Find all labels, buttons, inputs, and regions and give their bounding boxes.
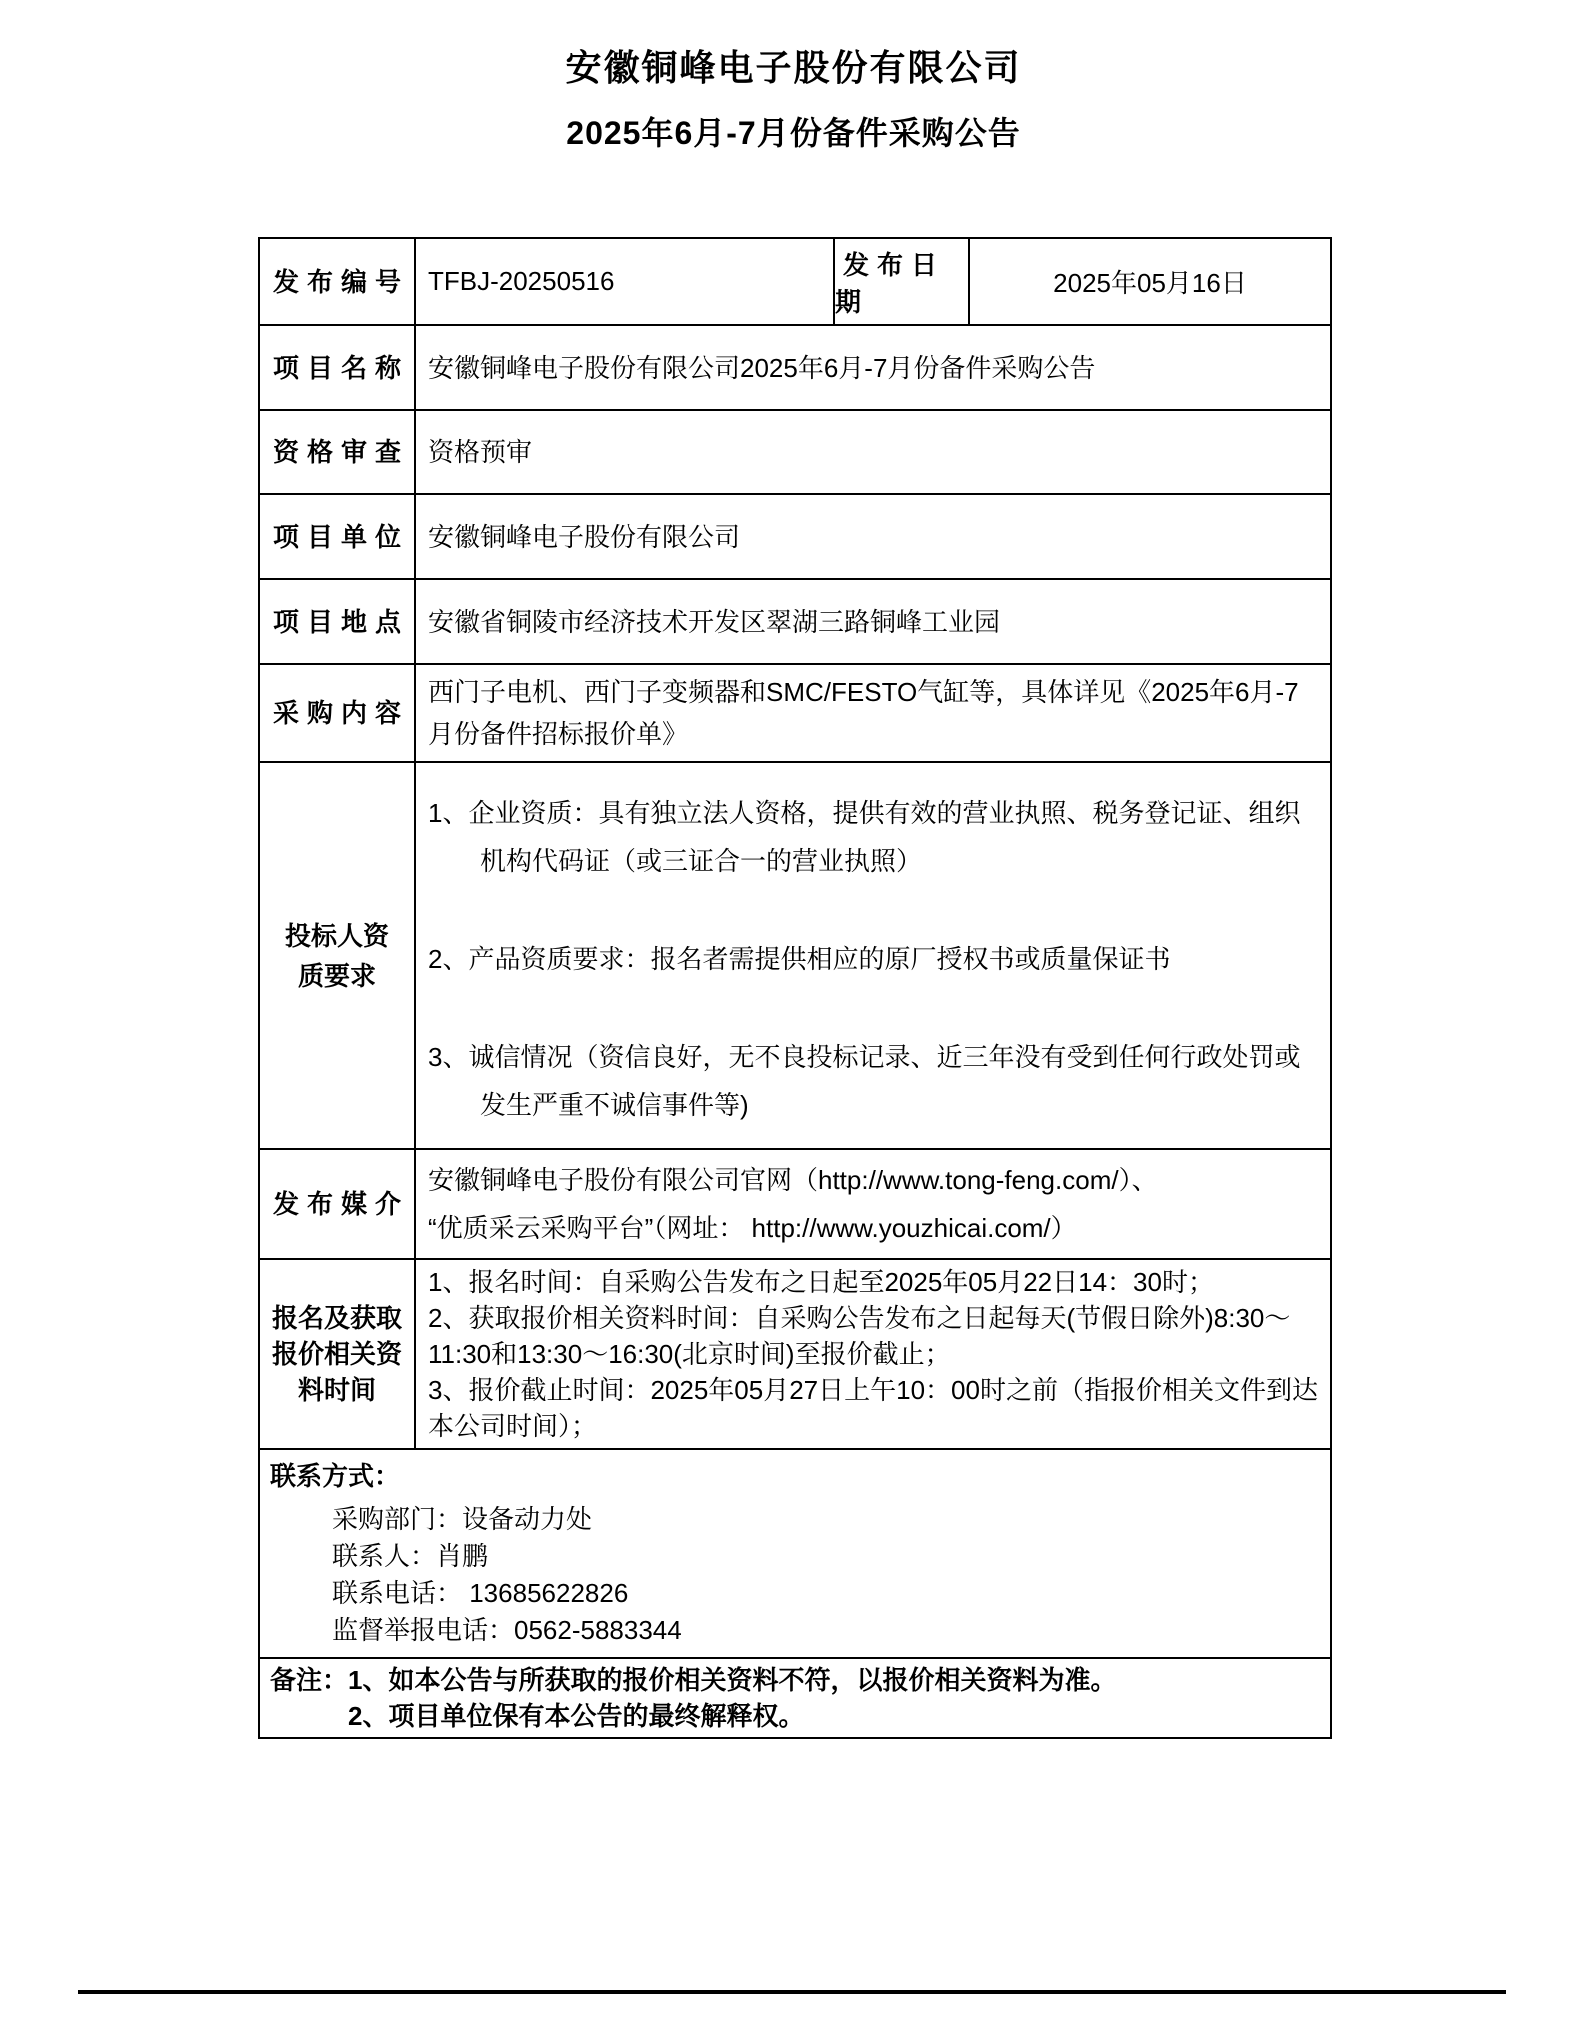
signup-info-label-line1: 报名及获取 [271, 1303, 402, 1333]
signup-item-3: 3、报价截止时间：2025年05月27日上午10：00时之前（指报价相关文件到达本公司时间）； [428, 1375, 1318, 1441]
qualification-review-label: 资格审查 [260, 411, 416, 493]
project-unit-value: 安徽铜峰电子股份有限公司 [428, 521, 741, 552]
procurement-content-label: 采购内容 [260, 665, 416, 761]
contact-department: 采购部门：设备动力处 [332, 1504, 593, 1534]
remark-line2: 2、项目单位保有本公告的最终解释权。 [348, 1701, 805, 1731]
publish-no-label: 发布编号 [260, 239, 416, 324]
procurement-content-value: 西门子电机、西门子变频器和SMC/FESTO气缸等，具体详见《2025年6月-7月份备件招标报价单》 [428, 677, 1299, 749]
signup-info-label-line3: 料时间 [297, 1375, 376, 1405]
announcement-table [258, 237, 1332, 1739]
contact-supervision-phone: 监督举报电话：0562-5883344 [332, 1615, 682, 1645]
signup-info-label-line2: 报价相关资 [271, 1339, 402, 1369]
table-row-project-name [260, 324, 1330, 409]
contact-person: 联系人：肖鹏 [332, 1541, 489, 1571]
table-row-bidder-qualification [260, 761, 1330, 1148]
table-row-project-location [260, 578, 1330, 663]
footer-divider-line [78, 1990, 1506, 1994]
contact-block [260, 1450, 1330, 1657]
contact-phone: 联系电话： 13685622826 [332, 1578, 629, 1608]
table-row-contact [260, 1448, 1330, 1657]
qualification-item-2: 2、产品资质要求：报名者需提供相应的原厂授权书或质量保证书 [428, 944, 1171, 974]
page-subtitle: 2025年6月-7月份备件采购公告 [566, 115, 1021, 151]
contact-heading: 联系方式： [270, 1461, 401, 1491]
signup-item-1: 1、报名时间：自采购公告发布之日起至2025年05月22日14：30时； [428, 1267, 1214, 1297]
bidder-qualification-label-line1: 投标人资 [284, 920, 389, 951]
table-row-signup-info [260, 1258, 1330, 1448]
bidder-qualification-label-line2: 质要求 [297, 960, 376, 991]
project-location-value: 安徽省铜陵市经济技术开发区翠湖三路铜峰工业园 [428, 606, 1001, 637]
publish-no-value: TFBJ-20250516 [416, 239, 835, 324]
project-name-label: 项目名称 [260, 326, 416, 409]
remark-line1: 备注：1、如本公告与所获取的报价相关资料不符，以报价相关资料为准。 [270, 1665, 1117, 1695]
table-row-publish-media [260, 1148, 1330, 1258]
signup-info-label [260, 1260, 416, 1448]
page-title: 安徽铜峰电子股份有限公司 [565, 47, 1022, 88]
table-row-remark [260, 1657, 1330, 1737]
qualification-item-3: 3、诚信情况（资信良好，无不良投标记录、近三年没有受到任何行政处罚或发生严重不诚信事件等) [428, 1042, 1301, 1120]
publish-media-value [416, 1150, 1330, 1258]
project-unit-label: 项目单位 [260, 495, 416, 578]
table-row-publish [260, 239, 1330, 324]
publish-media-line2: “优质采云采购平台”（网址： http://www.youzhicai.com/） [428, 1213, 1077, 1243]
qualification-item-1: 1、企业资质：具有独立法人资格，提供有效的营业执照、税务登记证、组织机构代码证（或三证合一的营业执照） [428, 798, 1301, 876]
signup-item-2: 2、获取报价相关资料时间：自采购公告发布之日起每天(节假日除外)8:30～11:30和13:30～16:30(北京时间)至报价截止； [428, 1303, 1291, 1369]
table-row-procurement-content [260, 663, 1330, 761]
bidder-qualification-label [260, 763, 416, 1148]
publish-media-label: 发布媒介 [260, 1150, 416, 1258]
qualification-review-value: 资格预审 [428, 437, 533, 467]
project-location-label: 项目地点 [260, 580, 416, 663]
publish-date-value: 2025年05月16日 [1053, 268, 1247, 298]
table-row-project-unit [260, 493, 1330, 578]
table-row-qualification-review [260, 409, 1330, 493]
publish-media-line1: 安徽铜峰电子股份有限公司官网（http://www.tong-feng.com/）、 [428, 1165, 1158, 1195]
signup-info-value [416, 1260, 1330, 1448]
publish-date-label: 发布日期 [835, 239, 970, 324]
remark-block [260, 1659, 1330, 1737]
project-name-value: 安徽铜峰电子股份有限公司2025年6月-7月份备件采购公告 [428, 352, 1096, 383]
bidder-qualification-value [416, 763, 1330, 1148]
